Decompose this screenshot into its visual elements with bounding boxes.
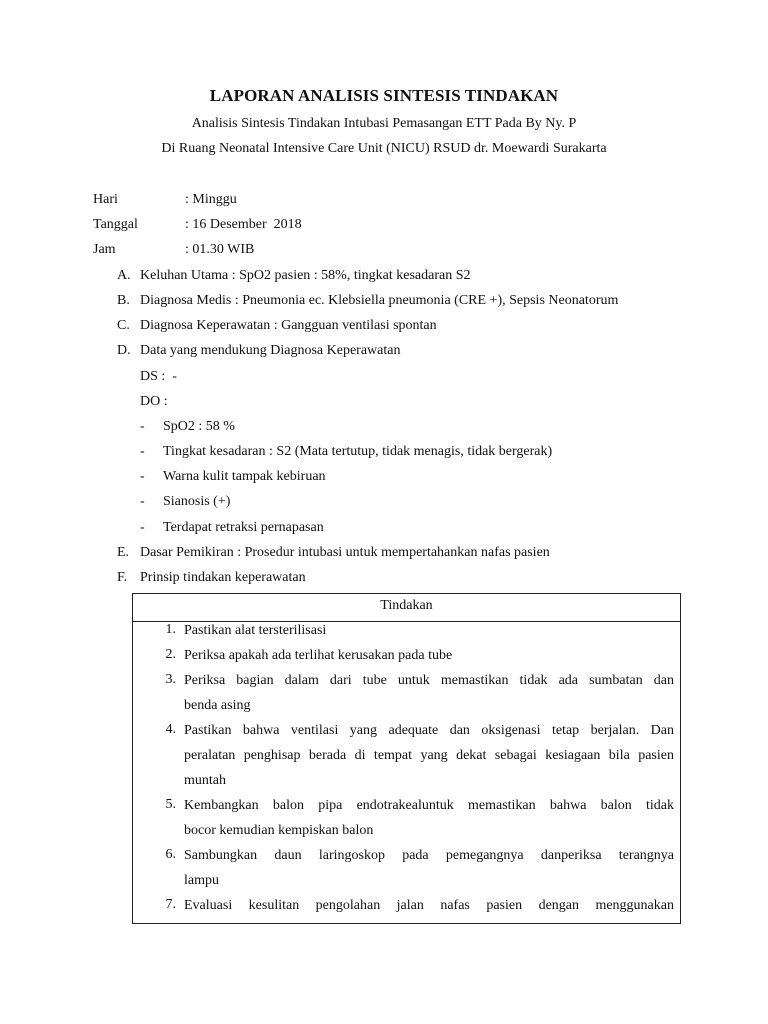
- table-step-text: [184, 668, 674, 718]
- section-e-text: Dasar Pemikiran : Prosedur intubasi untuk mempertahankan nafas pasien: [140, 545, 550, 560]
- do-item-text: Warna kulit tampak kebiruan: [163, 469, 326, 484]
- tanggal-label: Tanggal: [93, 217, 138, 232]
- table-step-line: Periksa apakah ada terlihat kerusakan pada tube: [184, 648, 453, 663]
- table-step-text: [184, 618, 674, 643]
- table-step-number: 3.: [165, 672, 176, 687]
- table-step-line: Kembangkan balon pipa endotrakealuntuk memastikan bahwa balon tidak: [184, 798, 674, 813]
- table-step-line: Pastikan alat tersterilisasi: [184, 623, 327, 638]
- section-b-text: Diagnosa Medis : Pneumonia ec. Klebsiella pneumonia (CRE +), Sepsis Neonatorum: [140, 293, 619, 308]
- do-text: DO :: [140, 394, 168, 409]
- table-step-text: [184, 793, 674, 843]
- do-item-text: Sianosis (+): [163, 494, 231, 509]
- do-item-text: Tingkat kesadaran : S2 (Mata tertutup, tidak menagis, tidak bergerak): [163, 444, 553, 459]
- document-subtitle-1: Analisis Sintesis Tindakan Intubasi Pemasangan ETT Pada By Ny. P: [191, 116, 577, 131]
- ds-text: DS : -: [140, 369, 177, 384]
- table-step-number: 7.: [165, 897, 176, 912]
- section-e-marker: E.: [117, 545, 130, 560]
- tanggal-value: : 16 Desember 2018: [185, 217, 302, 232]
- bullet-dash: -: [140, 469, 145, 484]
- section-d-marker: D.: [117, 343, 131, 358]
- table-step-number: 2.: [165, 647, 176, 662]
- section-f-text: Prinsip tindakan keperawatan: [140, 570, 306, 585]
- section-c-marker: C.: [117, 318, 130, 333]
- table-step-line: Sambungkan daun laringoskop pada pemegangnya danperiksa terangnya: [184, 848, 674, 863]
- table-step-line: peralatan penghisap berada di tempat yang dekat sebagai kesiagaan bila pasien: [184, 748, 674, 763]
- table-header: Tindakan: [380, 598, 433, 613]
- table-step-text: [184, 893, 674, 918]
- section-f-marker: F.: [117, 570, 128, 585]
- table-step-number: 4.: [165, 722, 176, 737]
- table-step-text: [184, 843, 674, 893]
- table-step-line: Evaluasi kesulitan pengolahan jalan nafas pasien dengan menggunakan: [184, 898, 674, 913]
- section-b-marker: B.: [117, 293, 130, 308]
- section-a-text: Keluhan Utama : SpO2 pasien : 58%, tingkat kesadaran S2: [140, 268, 471, 283]
- do-item-text: Terdapat retraksi pernapasan: [163, 520, 324, 535]
- jam-label: Jam: [93, 242, 116, 257]
- table-step-number: 6.: [165, 847, 176, 862]
- table-step-line: muntah: [184, 773, 226, 788]
- table-step-line: Periksa bagian dalam dari tube untuk memastikan tidak ada sumbatan dan: [184, 673, 674, 688]
- bullet-dash: -: [140, 494, 145, 509]
- section-d-text: Data yang mendukung Diagnosa Keperawatan: [140, 343, 401, 358]
- table-step-number: 1.: [165, 622, 176, 637]
- section-a-marker: A.: [117, 268, 131, 283]
- table-step-number: 5.: [165, 797, 176, 812]
- jam-value: : 01.30 WIB: [185, 242, 255, 257]
- section-c-text: Diagnosa Keperawatan : Gangguan ventilasi spontan: [140, 318, 437, 333]
- table-step-line: bocor kemudian kempiskan balon: [184, 823, 374, 838]
- bullet-dash: -: [140, 520, 145, 535]
- hari-value: : Minggu: [185, 192, 237, 207]
- bullet-dash: -: [140, 419, 145, 434]
- bullet-dash: -: [140, 444, 145, 459]
- hari-label: Hari: [93, 192, 118, 207]
- document-title: LAPORAN ANALISIS SINTESIS TINDAKAN: [209, 86, 559, 105]
- table-step-line: lampu: [184, 873, 219, 888]
- document-subtitle-2: Di Ruang Neonatal Intensive Care Unit (NICU) RSUD dr. Moewardi Surakarta: [161, 141, 607, 156]
- do-item-text: SpO2 : 58 %: [163, 419, 235, 434]
- table-step-line: Pastikan bahwa ventilasi yang adequate dan oksigenasi tetap berjalan. Dan: [184, 723, 674, 738]
- table-step-line: benda asing: [184, 698, 251, 713]
- table-step-text: [184, 643, 674, 668]
- table-step-text: [184, 718, 674, 793]
